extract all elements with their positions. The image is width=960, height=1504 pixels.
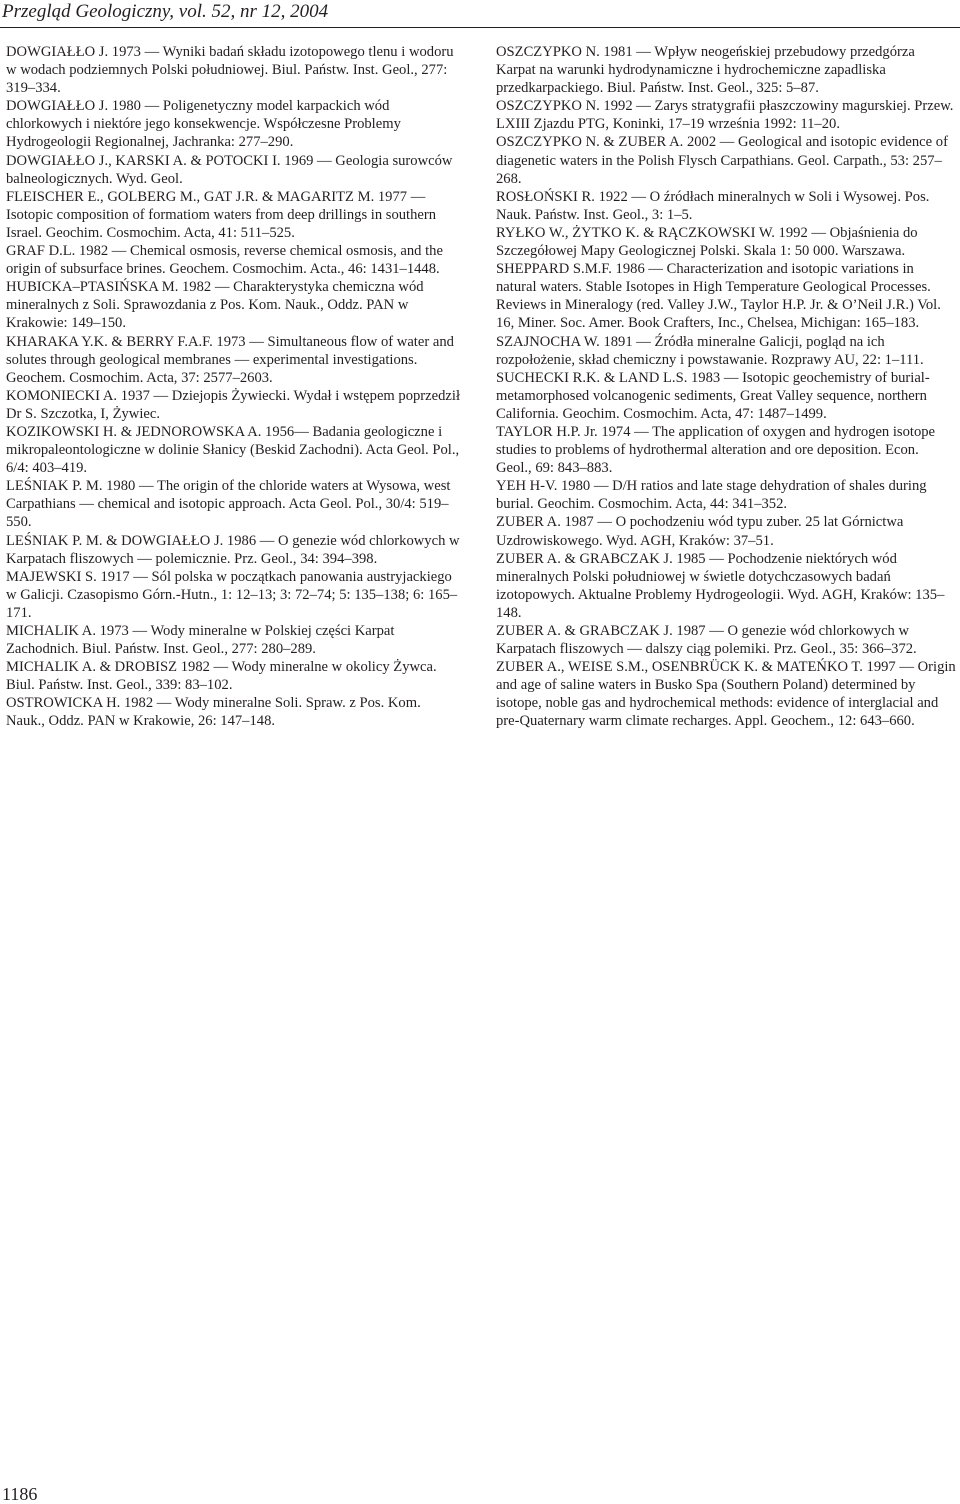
reference-entry: MICHALIK A. & DROBISZ 1982 — Wody mineralne w okolicy Żywca. Biul. Państw. Inst. Geol., 339: 83–102.: [6, 659, 437, 694]
reference-entry: OSZCZYPKO N. 1992 — Zarys stratygrafii płaszczowiny magurskiej. Przew. LXIII Zjazdu PTG, Koninki, 17–19 września 1992: 11–20.: [496, 98, 954, 133]
reference-entry: DOWGIAŁŁO J. 1973 — Wyniki badań składu izotopowego tlenu i wodoru w wodach podziemnych Polski południowej. Biul. Państw. Inst. Geol., 277: 319–334.: [6, 44, 454, 97]
reference-entry: RYŁKO W., ŻYTKO K. & RĄCZKOWSKI W. 1992 — Objaśnienia do Szczegółowej Mapy Geologicznej Polski. Skala 1: 50 000. Warszawa.: [496, 224, 918, 260]
reference-entry: ROSŁOŃSKI R. 1922 — O źródłach mineralnych w Soli i Wysowej. Pos. Nauk. Państw. Inst. Geol., 3: 1–5.: [496, 188, 930, 223]
reference-entry: DOWGIAŁŁO J., KARSKI A. & POTOCKI I. 1969 — Geologia surowców balneologicznych. Wyd. Geol.: [6, 152, 453, 187]
reference-entry: TAYLOR H.P. Jr. 1974 — The application of oxygen and hydrogen isotope studies to problems of hydrothermal alteration and ore deposition. Econ. Geol., 69: 843–883.: [496, 423, 936, 477]
reference-entry: LEŚNIAK P. M. & DOWGIAŁŁO J. 1986 — O genezie wód chlorkowych w Karpatach fliszowych — polemicznie. Prz. Geol., 34: 394–398.: [6, 532, 460, 567]
reference-entry: SHEPPARD S.M.F. 1986 — Characterization and isotopic variations in natural waters. Stable Isotopes in High Temperature Geological Processes. Reviews in Mineralogy (red. Valley J.W., Taylor H.P. Jr. & O’Neil J.R.) Vol. 16, Miner. Soc. Amer. Book Crafters, Inc., Chelsea, Michigan: 165–183.: [496, 261, 941, 332]
reference-entry: OSZCZYPKO N. 1981 — Wpływ neogeńskiej przebudowy przedgórza Karpat na warunki hydrodynamiczne i hydrochemiczne zapadliska przedkarpackiego. Biul. Państw. Inst. Geol., 325: 5–87.: [496, 44, 915, 97]
reference-entry: OSZCZYPKO N. & ZUBER A. 2002 — Geological and isotopic evidence of diagenetic waters in the Polish Flysch Carpathians. Geol. Carpath., 53: 257–268.: [496, 134, 948, 187]
reference-entry: KOMONIECKI A. 1937 — Dziejopis Żywiecki. Wydał i wstępem poprzedził Dr S. Szczotka, I, Żywiec.: [6, 387, 461, 422]
reference-entry: HUBICKA–PTASIŃSKA M. 1982 — Charakterystyka chemiczna wód mineralnych z Soli. Sprawozdania z Pos. Kom. Nauk., Oddz. PAN w Krakowie: 149–150.: [6, 279, 424, 332]
reference-entry: DOWGIAŁŁO J. 1980 — Poligenetyczny model karpackich wód chlorkowych i niektóre jego konsekwencje. Współczesne Problemy Hydrogeologii Regionalnej, Jachranka: 277–290.: [6, 98, 401, 151]
reference-entry: SUCHECKI R.K. & LAND L.S. 1983 — Isotopic geochemistry of burial-metamorphosed volcanogenic sediments, Great Valley sequence, northern California. Geochim. Cosmochim. Acta, 47: 1487–1499.: [496, 369, 930, 422]
reference-entry: ZUBER A. 1987 — O pochodzeniu wód typu zuber. 25 lat Górnictwa Uzdrowiskowego. Wyd. AGH, Kraków: 37–51.: [496, 514, 904, 549]
reference-entry: ZUBER A. & GRABCZAK J. 1985 — Pochodzenie niektórych wód mineralnych Polski południowej w świetle dotychczasowych badań izotopowych. Aktualne Problemy Hydrogeologii. Wyd. AGH, Kraków: 135–148.: [496, 550, 945, 621]
page-number: 1186: [2, 1484, 38, 1504]
reference-entry: YEH H-V. 1980 — D/H ratios and late stage dehydration of shales during burial. Geochim. Cosmochim. Acta, 44: 341–352.: [496, 478, 927, 513]
reference-entry: GRAF D.L. 1982 — Chemical osmosis, reverse chemical osmosis, and the origin of subsurface brines. Geochem. Cosmochim. Acta., 46: 1431–1448.: [6, 243, 443, 278]
reference-entry: ZUBER A., WEISE S.M., OSENBRÜCK K. & MATEŃKO T. 1997 — Origin and age of saline waters in Busko Spa (Southern Poland) determined by isotope, noble gas and hydrochemical methods: evidence of interglacial and pre-Quaternary warm climate recharges. Appl. Geochem., 12: 643–660.: [496, 659, 956, 730]
reference-entry: SZAJNOCHA W. 1891 — Źródła mineralne Galicji, pogląd na ich rozpołożenie, skład chemiczny i powstawanie. Rozprawy AU, 22: 1–111.: [496, 333, 924, 368]
references-right-column: [496, 43, 956, 731]
reference-entry: OSTROWICKA H. 1982 — Wody mineralne Soli. Spraw. z Pos. Kom. Nauk., Oddz. PAN w Krakowie, 26: 147–148.: [6, 695, 421, 730]
running-header: Przegląd Geologiczny, vol. 52, nr 12, 2004: [2, 1, 329, 22]
reference-entry: KHARAKA Y.K. & BERRY F.A.F. 1973 — Simultaneous flow of water and solutes through geological membranes — experimental investigations. Geochem. Cosmochim. Acta, 37: 2577–2603.: [6, 333, 454, 386]
header-rule: [0, 27, 960, 28]
reference-entry: MICHALIK A. 1973 — Wody mineralne w Polskiej części Karpat Zachodnich. Biul. Państw. Inst. Geol., 277: 280–289.: [6, 623, 395, 658]
references-left-column: [6, 43, 460, 731]
reference-entry: FLEISCHER E., GOLBERG M., GAT J.R. & MAGARITZ M. 1977 — Isotopic composition of formatiom waters from deep drillings in southern Israel. Geochim. Cosmochim. Acta, 41: 511–525.: [6, 188, 437, 241]
reference-entry: KOZIKOWSKI H. & JEDNOROWSKA A. 1956— Badania geologiczne i mikropaleontologiczne w dolinie Słanicy (Beskid Zachodni). Acta Geol. Pol., 6/4: 403–419.: [6, 423, 460, 477]
reference-entry: ZUBER A. & GRABCZAK J. 1987 — O genezie wód chlorkowych w Karpatach fliszowych — dalszy ciąg polemiki. Prz. Geol., 35: 366–372.: [496, 623, 917, 658]
reference-entry: MAJEWSKI S. 1917 — Sól polska w początkach panowania austryjackiego w Galicji. Czasopismo Górn.-Hutn., 1: 12–13; 3: 72–74; 5: 135–138; 6: 165–171.: [6, 568, 458, 621]
reference-entry: LEŚNIAK P. M. 1980 — The origin of the chloride waters at Wysowa, west Carpathians — chemical and isotopic approach. Acta Geol. Pol., 30/4: 519–550.: [6, 478, 451, 531]
